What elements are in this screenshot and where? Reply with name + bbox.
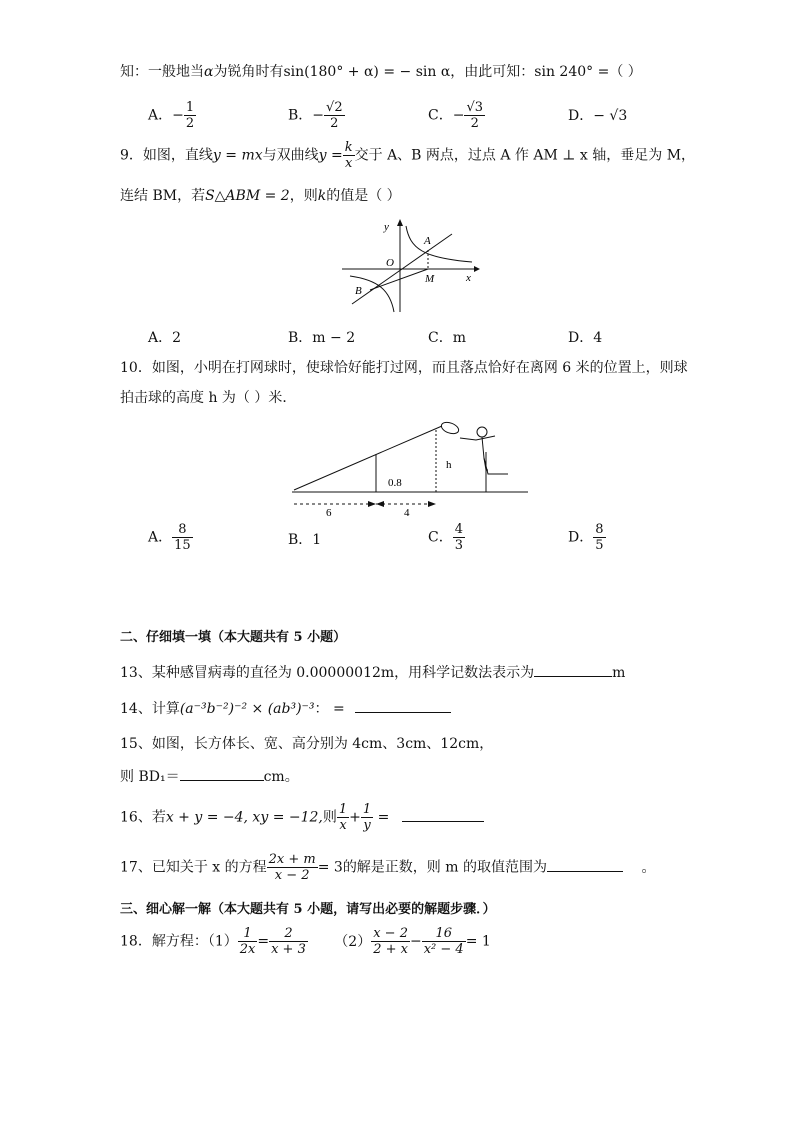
q9-figure — [340, 218, 480, 314]
option-fraction — [324, 100, 345, 131]
fraction-denominator: x + 3 — [271, 942, 306, 957]
dim-6-arrow — [368, 501, 376, 507]
q9-area-condition: S△ABM = 2 — [205, 188, 290, 204]
q15-line2 — [120, 766, 299, 787]
q9-line2-mid: ，则 — [289, 188, 318, 204]
label-a: A — [424, 235, 431, 247]
q8-identity: sin(180° + α) = − sin α — [283, 64, 451, 80]
fraction-denominator: x² − 4 — [423, 942, 464, 957]
option-value: − √3 — [593, 108, 628, 124]
player-head — [477, 427, 487, 437]
option-sign: − — [452, 107, 465, 124]
q8-stem-pre: 知：一般地当 — [120, 64, 204, 80]
option-sign: − — [172, 107, 184, 124]
segment-bm — [370, 269, 428, 290]
q10-option-c — [428, 522, 465, 553]
fraction-numerator: 1 — [362, 802, 372, 817]
q10-line1: 10．如图，小明在打网球时，使球恰好能打过网，而且落点恰好在离网 6 米的位置上，则球 — [120, 360, 688, 376]
q9-line2-pre: 连结 BM，若 — [120, 188, 206, 204]
fraction-numerator: 4 — [454, 522, 463, 537]
label-4: 4 — [404, 507, 410, 518]
q17-post: 的解是正数，则 m 的取值范围为 — [342, 859, 547, 876]
q15-line2-pre: 则 BD₁＝ — [120, 769, 180, 785]
fraction-numerator: 8 — [172, 522, 193, 538]
q9-hyperbola-fraction — [343, 140, 355, 171]
q9-line1 — [120, 140, 695, 171]
player-arm — [460, 436, 495, 440]
q9-line2 — [120, 186, 401, 206]
label-x: x — [466, 272, 471, 284]
option-label: B． — [288, 532, 313, 548]
fraction-numerator: 1 — [338, 802, 348, 817]
q9-option-c: C．m — [428, 330, 466, 346]
q16-condition: x + y = −4, xy = −12, — [165, 809, 323, 826]
option-label: D． — [568, 108, 594, 124]
q18-minus: − — [409, 933, 422, 950]
fraction-numerator: 1 — [185, 100, 195, 115]
q8-stem-mid: 为锐角时有 — [213, 64, 284, 80]
y-axis-arrow — [397, 219, 403, 226]
q16-fraction-1 — [337, 802, 349, 833]
q18-fraction-a — [238, 926, 258, 957]
label-h: h — [446, 459, 452, 471]
q18-fraction-c — [371, 926, 410, 957]
q17-pre: 17、已知关于 x 的方程 — [120, 859, 267, 876]
q8-option-a — [148, 100, 196, 131]
q14-answer-blank[interactable] — [355, 698, 451, 713]
q13-answer-blank[interactable] — [534, 662, 612, 677]
ball-path — [294, 426, 442, 490]
label-o: O — [386, 257, 394, 269]
q10-figure — [290, 418, 530, 518]
fraction-denominator: 5 — [595, 538, 604, 553]
x-axis-arrow — [474, 266, 480, 272]
q14-pre: 14、计算 — [120, 701, 180, 717]
q8-option-d — [568, 106, 627, 126]
q16-answer-blank[interactable] — [402, 807, 484, 822]
fraction-numerator: x − 2 — [373, 926, 408, 941]
q14-expression: (a⁻³b⁻²)⁻² × (ab³)⁻³ — [179, 701, 315, 717]
fraction-numerator: 2x + m — [268, 852, 316, 867]
q16-equals: = — [377, 809, 390, 826]
section3-title: 三、细心解一解（本大题共有 5 小题，请写出必要的解题步骤．） — [120, 902, 496, 917]
fraction-denominator: x — [345, 156, 353, 171]
q14-post: ： = — [314, 701, 345, 717]
fraction-numerator: 8 — [595, 522, 604, 537]
q13 — [120, 662, 625, 683]
fraction-denominator: x − 2 — [274, 868, 310, 883]
q16-fraction-2 — [361, 802, 373, 833]
q16-pre: 16、若 — [120, 809, 166, 826]
q10-line2: 拍击球的高度 h 为（ ）米． — [120, 390, 297, 406]
q18-fraction-d — [422, 926, 466, 957]
option-fraction — [184, 100, 196, 131]
option-label: B． — [288, 107, 313, 124]
fraction-numerator: 1 — [238, 926, 258, 942]
section2-title: 二、仔细填一填（本大题共有 5 小题） — [120, 630, 347, 645]
dim-4-arrow-right — [428, 501, 436, 507]
q16-mid: 则 — [322, 809, 337, 826]
q17-end: 。 — [641, 859, 656, 876]
fraction-denominator: 2 — [330, 116, 339, 131]
q9-option-d: D．4 — [568, 330, 603, 346]
q15-unit: cm。 — [263, 769, 299, 785]
q8-stem — [120, 62, 642, 82]
q10-option-a — [148, 522, 193, 553]
q10-option-d — [568, 522, 606, 553]
fraction-denominator: 2 — [185, 116, 195, 131]
q9-hyperbola-lhs: y = — [318, 147, 343, 164]
q8-alpha: α — [204, 64, 214, 80]
label-b: B — [355, 285, 362, 297]
q16-plus: + — [349, 809, 361, 826]
fraction-numerator: 16 — [422, 926, 466, 942]
q10-option-b — [288, 530, 321, 550]
q8-option-b — [288, 100, 345, 131]
fraction-numerator: √2 — [326, 100, 343, 115]
q9-line1-post: 交于 A、B 两点，过点 A 作 AM ⊥ x 轴，垂足为 M， — [354, 147, 696, 164]
q13-unit: m — [612, 665, 626, 681]
label-6: 6 — [326, 507, 332, 518]
fraction-denominator: 2x — [239, 942, 256, 957]
q18-fraction-b — [269, 926, 308, 957]
option-label: A． — [148, 529, 173, 546]
option-label: A． — [148, 107, 173, 124]
q9-line-equation: y = mx — [212, 147, 263, 164]
q8-question: sin 240° =（ ） — [534, 64, 642, 80]
fraction-denominator: y — [363, 818, 371, 833]
q9-line1-mid: 与双曲线 — [262, 147, 319, 164]
q18-pre: 18．解方程：（1） — [120, 933, 238, 950]
fraction-denominator: 2 — [470, 116, 479, 131]
option-fraction — [593, 522, 605, 553]
q17-answer-blank[interactable] — [547, 857, 623, 872]
fraction-numerator: k — [344, 140, 353, 155]
q18-rhs: = 1 — [465, 933, 491, 950]
racket-icon — [440, 420, 460, 436]
option-label: C． — [428, 529, 453, 546]
q15-answer-blank[interactable] — [180, 766, 264, 781]
q9-k: k — [317, 188, 327, 204]
q18-equals: = — [257, 933, 270, 950]
option-sign: − — [312, 107, 325, 124]
option-label: C． — [428, 107, 453, 124]
dim-4-arrow-left — [376, 501, 384, 507]
q17 — [120, 852, 655, 883]
option-label: D． — [568, 529, 594, 546]
q14 — [120, 698, 451, 719]
q8-option-c — [428, 100, 485, 131]
hyperbola-branch-1 — [406, 226, 472, 262]
q18 — [120, 926, 491, 957]
q9-option-b: B．m − 2 — [288, 330, 356, 346]
option-fraction — [464, 100, 485, 131]
label-net-height: 0.8 — [388, 477, 402, 489]
fraction-denominator: 2 + x — [373, 942, 408, 957]
q17-fraction — [267, 852, 318, 883]
label-y: y — [384, 221, 389, 233]
fraction-denominator: x — [339, 818, 347, 833]
fraction-denominator: 15 — [174, 538, 191, 553]
q9-line1-pre: 9．如图，直线 — [120, 147, 213, 164]
q9-option-a: A．2 — [148, 330, 182, 346]
q18-part2-label: （2） — [334, 933, 372, 950]
fraction-numerator: √3 — [466, 100, 484, 115]
q8-stem-post: ，由此可知： — [450, 64, 535, 80]
fraction-denominator: 3 — [454, 538, 463, 553]
q9-line2-post: 的值是（ ） — [326, 188, 401, 204]
q17-equals: = 3 — [317, 859, 343, 876]
option-fraction — [453, 522, 465, 553]
q16 — [120, 802, 484, 833]
q13-text: 13、某种感冒病毒的直径为 0.00000012m，用科学记数法表示为 — [120, 665, 535, 681]
fraction-numerator: 2 — [269, 926, 308, 942]
q15-line1: 15、如图，长方体长、宽、高分别为 4cm、3cm、12cm， — [120, 736, 494, 752]
option-value: 1 — [312, 532, 322, 548]
label-m: M — [425, 273, 435, 285]
option-fraction — [172, 522, 193, 553]
